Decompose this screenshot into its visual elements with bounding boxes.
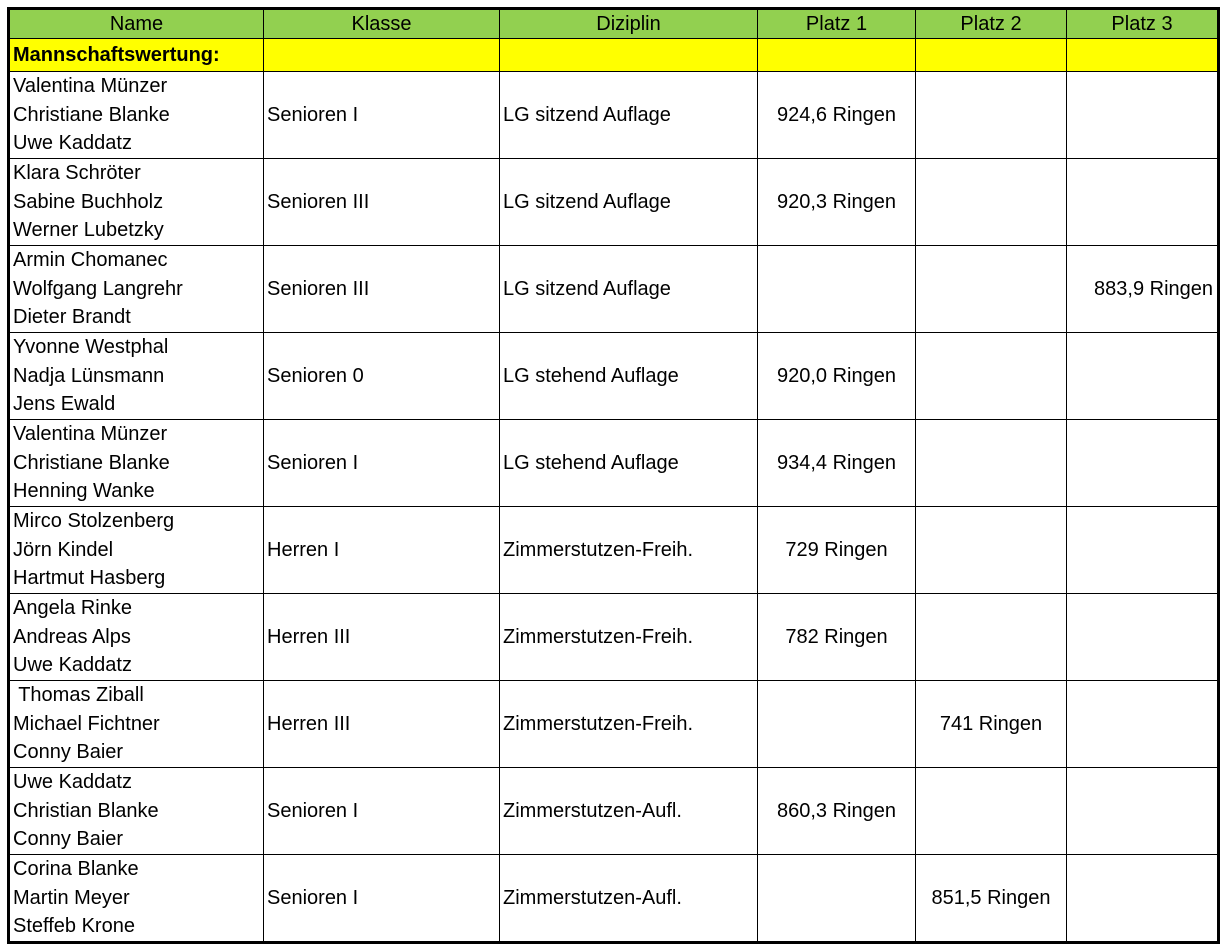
- team-members-cell: [9, 420, 264, 507]
- platz2-cell: [916, 594, 1067, 681]
- section-cell: [1067, 39, 1219, 72]
- platz2-cell: [916, 768, 1067, 855]
- member-name: Mirco Stolzenberg: [13, 510, 175, 533]
- section-title: Mannschaftswertung:: [9, 39, 264, 72]
- disziplin-cell: Zimmerstutzen-Aufl.: [500, 855, 758, 943]
- platz1-cell: 924,6 Ringen: [758, 72, 916, 159]
- member-name: Jörn Kindel: [13, 538, 114, 561]
- platz2-cell: [916, 507, 1067, 594]
- results-table: [7, 7, 1220, 944]
- table-row: [9, 159, 1219, 246]
- section-cell: [916, 39, 1067, 72]
- disziplin-cell: LG stehend Auflage: [500, 420, 758, 507]
- team-members-cell: [9, 159, 264, 246]
- member-name: Conny Baier: [13, 741, 124, 764]
- header-klasse: Klasse: [264, 9, 500, 39]
- header-platz3: Platz 3: [1067, 9, 1219, 39]
- klasse-cell: Senioren I: [264, 855, 500, 943]
- member-name: Valentina Münzer: [13, 75, 168, 98]
- header-platz2: Platz 2: [916, 9, 1067, 39]
- member-name: Michael Fichtner: [13, 712, 160, 735]
- member-name: Jens Ewald: [13, 393, 116, 416]
- platz3-cell: [1067, 855, 1219, 943]
- member-name: Christiane Blanke: [13, 103, 170, 126]
- member-name: Hartmut Hasberg: [13, 567, 166, 590]
- team-members-cell: [9, 507, 264, 594]
- platz3-cell: [1067, 681, 1219, 768]
- member-name: Nadja Lünsmann: [13, 364, 165, 387]
- member-name: Andreas Alps: [13, 625, 131, 648]
- disziplin-cell: LG sitzend Auflage: [500, 159, 758, 246]
- section-cell: [500, 39, 758, 72]
- klasse-cell: Senioren I: [264, 768, 500, 855]
- header-row: [9, 9, 1219, 39]
- klasse-cell: Senioren I: [264, 72, 500, 159]
- platz1-cell: [758, 855, 916, 943]
- klasse-cell: Senioren III: [264, 159, 500, 246]
- member-name: Sabine Buchholz: [13, 190, 164, 213]
- table-row: [9, 420, 1219, 507]
- member-name: Steffeb Krone: [13, 915, 135, 938]
- platz1-cell: 934,4 Ringen: [758, 420, 916, 507]
- member-name: Corina Blanke: [13, 858, 139, 881]
- table-row: [9, 246, 1219, 333]
- member-name: Martin Meyer: [13, 886, 130, 909]
- klasse-cell: Senioren III: [264, 246, 500, 333]
- table-row: [9, 594, 1219, 681]
- disziplin-cell: Zimmerstutzen-Freih.: [500, 507, 758, 594]
- member-name: Armin Chomanec: [13, 249, 168, 272]
- member-name: Uwe Kaddatz: [13, 132, 132, 155]
- disziplin-cell: Zimmerstutzen-Aufl.: [500, 768, 758, 855]
- platz3-cell: [1067, 507, 1219, 594]
- platz2-cell: [916, 159, 1067, 246]
- platz3-cell: [1067, 768, 1219, 855]
- klasse-cell: Herren I: [264, 507, 500, 594]
- platz3-cell: [1067, 420, 1219, 507]
- klasse-cell: Senioren I: [264, 420, 500, 507]
- platz2-cell: 741 Ringen: [916, 681, 1067, 768]
- platz3-cell: [1067, 594, 1219, 681]
- member-name: Christiane Blanke: [13, 451, 170, 474]
- member-name: Angela Rinke: [13, 597, 132, 620]
- platz1-cell: 920,0 Ringen: [758, 333, 916, 420]
- platz3-cell: [1067, 72, 1219, 159]
- disziplin-cell: LG sitzend Auflage: [500, 246, 758, 333]
- platz1-cell: 729 Ringen: [758, 507, 916, 594]
- member-name: Yvonne Westphal: [13, 336, 169, 359]
- header-platz1: Platz 1: [758, 9, 916, 39]
- disziplin-cell: Zimmerstutzen-Freih.: [500, 681, 758, 768]
- table-row: [9, 333, 1219, 420]
- header-disziplin: Diziplin: [500, 9, 758, 39]
- member-name: Wolfgang Langrehr: [13, 277, 183, 300]
- platz1-cell: 860,3 Ringen: [758, 768, 916, 855]
- section-cell: [264, 39, 500, 72]
- platz1-cell: 920,3 Ringen: [758, 159, 916, 246]
- platz1-cell: [758, 246, 916, 333]
- platz3-cell: [1067, 333, 1219, 420]
- table-row: [9, 681, 1219, 768]
- member-name: Valentina Münzer: [13, 423, 168, 446]
- platz3-cell: 883,9 Ringen: [1067, 246, 1219, 333]
- disziplin-cell: LG stehend Auflage: [500, 333, 758, 420]
- section-row: [9, 39, 1219, 72]
- team-members-cell: [9, 246, 264, 333]
- team-members-cell: [9, 855, 264, 943]
- table-row: [9, 768, 1219, 855]
- member-name: Henning Wanke: [13, 480, 155, 503]
- team-members-cell: [9, 72, 264, 159]
- team-members-cell: [9, 681, 264, 768]
- platz2-cell: [916, 72, 1067, 159]
- member-name: Uwe Kaddatz: [13, 771, 132, 794]
- member-name: Dieter Brandt: [13, 306, 131, 329]
- member-name: Conny Baier: [13, 828, 124, 851]
- table-row: [9, 507, 1219, 594]
- klasse-cell: Senioren 0: [264, 333, 500, 420]
- platz1-cell: 782 Ringen: [758, 594, 916, 681]
- member-name: Uwe Kaddatz: [13, 654, 132, 677]
- platz1-cell: [758, 681, 916, 768]
- table-row: [9, 72, 1219, 159]
- klasse-cell: Herren III: [264, 594, 500, 681]
- member-name: Klara Schröter: [13, 162, 141, 185]
- member-name: Werner Lubetzky: [13, 219, 164, 242]
- platz3-cell: [1067, 159, 1219, 246]
- section-cell: [758, 39, 916, 72]
- team-members-cell: [9, 594, 264, 681]
- table-row: [9, 855, 1219, 943]
- platz2-cell: 851,5 Ringen: [916, 855, 1067, 943]
- team-members-cell: [9, 333, 264, 420]
- platz2-cell: [916, 420, 1067, 507]
- header-name: Name: [9, 9, 264, 39]
- platz2-cell: [916, 333, 1067, 420]
- team-members-cell: [9, 768, 264, 855]
- platz2-cell: [916, 246, 1067, 333]
- member-name: Thomas Ziball: [13, 684, 144, 707]
- member-name: Christian Blanke: [13, 799, 159, 822]
- disziplin-cell: Zimmerstutzen-Freih.: [500, 594, 758, 681]
- klasse-cell: Herren III: [264, 681, 500, 768]
- disziplin-cell: LG sitzend Auflage: [500, 72, 758, 159]
